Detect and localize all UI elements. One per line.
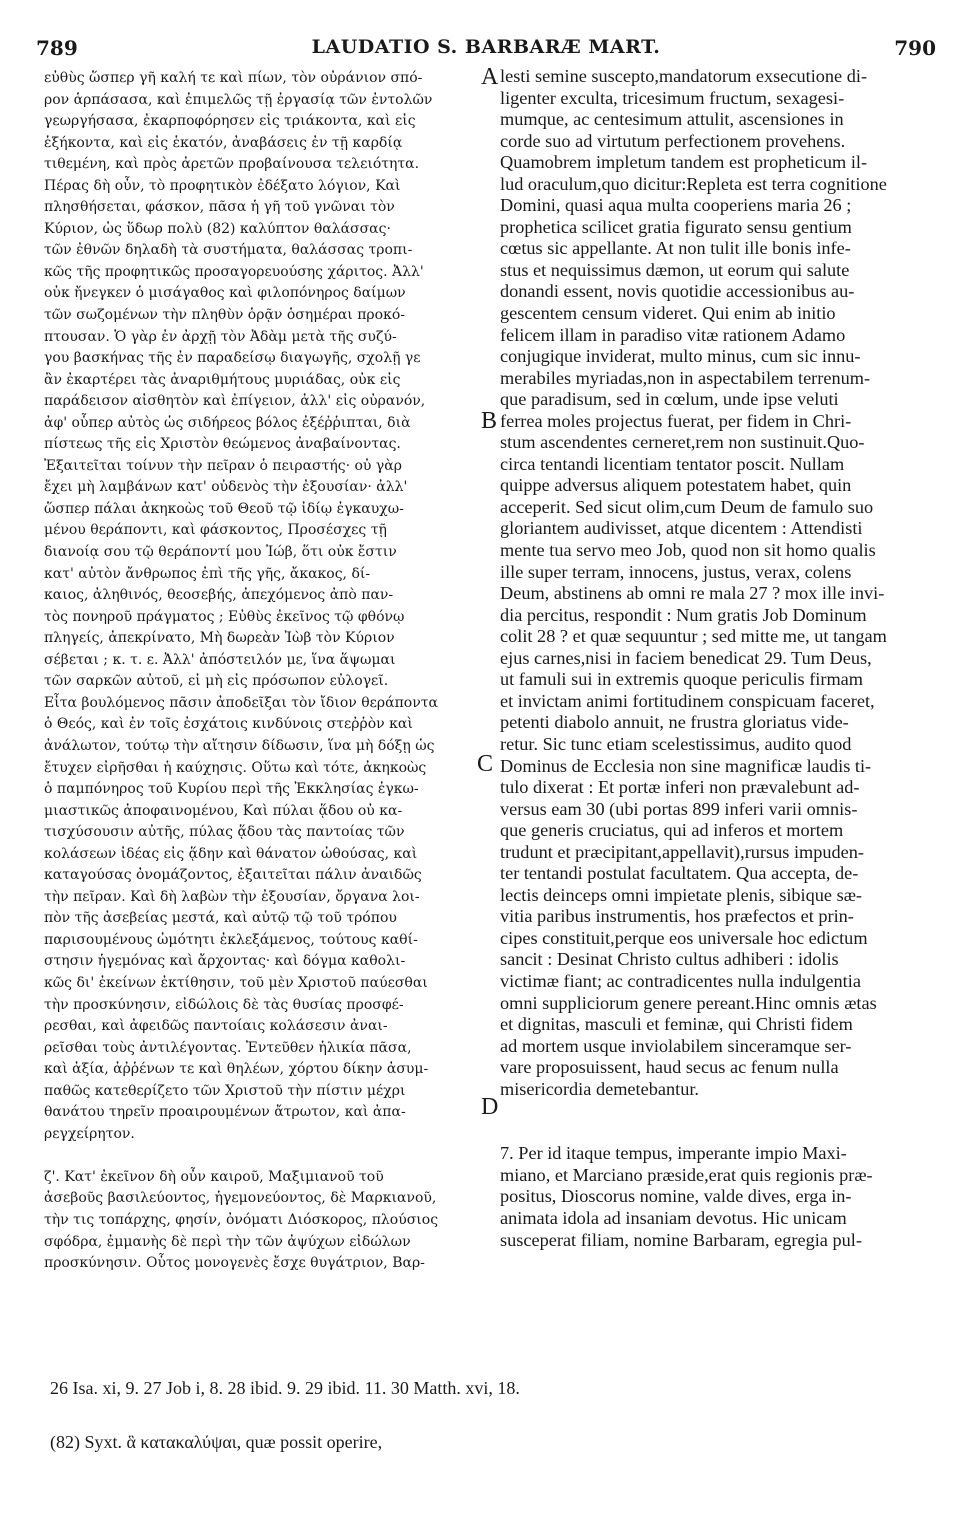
greek-text-line: κολάσεων ἰδέας εἰς ᾅδην καὶ θάνατον ὠθούσας, καὶ xyxy=(44,845,418,862)
latin-text-line: mente tua servo meo Job, quod non sit homo qualis xyxy=(500,540,876,561)
latin-text-line: sancit : Desinat Christo cultus adhiberi : idolis xyxy=(500,949,839,970)
latin-text-line: retur. Sic tunc etiam scelestissimus, audito quod xyxy=(500,733,852,754)
greek-text-line: στησιν ἡγεμόνας καὶ ἄρχοντας· καὶ δόγμα καθολι- xyxy=(44,953,406,970)
latin-text-line: vitia paribus instrumentis, hos præfectos et prin- xyxy=(500,906,854,927)
greek-text-line: τὴν πεῖραν. Καὶ δὴ λαβὼν τὴν ἐξουσίαν, ὄργανα λοι- xyxy=(44,888,420,905)
greek-text-line: πίστεως τῆς εἰς Χριστὸν θεώμενος ἀναβαίνοντας. xyxy=(44,436,401,453)
latin-text-line: que paradisum, sed in cœlum, unde ipse veluti xyxy=(500,389,839,410)
latin-text-line: lesti semine suscepto,mandatorum exsecutione di- xyxy=(500,66,868,86)
latin-text-line: Quamobrem impletum tandem est propheticum il- xyxy=(500,152,868,173)
greek-text-line: τῶν ἐθνῶν δηλαδὴ τὰ συστήματα, θαλάσσας τροπι- xyxy=(44,242,413,259)
latin-text-line: ad mortem usque inviolabilem sinceramque ser- xyxy=(500,1035,852,1056)
page-number-right: 790 xyxy=(894,36,936,60)
greek-text-line: καὶ ἀξία, ἀῤῥένων τε καὶ θηλέων, χόρτου δίκην ἀσυμ- xyxy=(44,1061,429,1078)
latin-text-line: ligenter exculta, tricesimum fructum, sexagesi- xyxy=(500,87,845,108)
latin-text-line: dia percitus, respondit : Num gratis Job Dominum xyxy=(500,604,867,625)
greek-text-line: τὸς πονηροῦ πράγματος ; Εὐθὺς ἐκεῖνος τῷ φθόνῳ xyxy=(44,608,405,625)
running-title: LAUDATIO S. BARBARÆ MART. xyxy=(311,36,661,58)
greek-text-line: θανάτου τηρεῖν προαιρουμένων ἄτρωτον, καὶ ἀπα- xyxy=(44,1104,406,1121)
greek-text-line: σέβεται ; κ. τ. ε. Ἀλλ' ἀπόστειλόν με, ἵνα ἅψωμαι xyxy=(44,651,396,668)
greek-text-line: Πέρας δὴ οὖν, τὸ προφητικὸν ἐδέξατο λόγιον, Καὶ xyxy=(44,177,401,194)
greek-text-line: τῶν σαρκῶν αὐτοῦ, εἰ μὴ εἰς πρόσωπον εὐλογεῖ. xyxy=(44,673,389,690)
latin-text-line: lud oraculum,quo dicitur:Repleta est terra cognitione xyxy=(500,173,887,194)
latin-text-line: stus et nequissimus dæmon, ut eorum qui salute xyxy=(500,259,850,280)
margin-letter-c: C xyxy=(477,751,494,777)
greek-text-line: τισχύσουσιν αὐτῆς, πύλας ᾅδου τὰς παντοίας τῶν xyxy=(44,824,405,841)
greek-text-line: εὐθὺς ὥσπερ γῆ καλή τε καὶ πίων, τὸν οὐράνιον σπό- xyxy=(44,70,423,86)
greek-text-line: παράδεισον αἰσθητὸν καὶ ἐπίγειον, ἀλλ' εἰς οὐρανόν, xyxy=(44,393,426,410)
greek-text-line: μιαστικῶς ἀποφαινομένου, Καὶ πύλαι ᾅδου οὐ κα- xyxy=(44,802,403,819)
greek-text-line: ρεσθαι, καὶ ἀφειδῶς παντοίαις κολάσεσιν ἀναι- xyxy=(44,1018,388,1035)
latin-text-line: donandi essent, novis quotidie accessionibus au- xyxy=(500,281,855,302)
latin-text-line: gescentem censum videret. Qui enim ab initio xyxy=(500,303,836,324)
latin-text-line: versus eam 30 (ubi portas 899 inferi varii omnis- xyxy=(500,798,858,819)
greek-text-line: παρισουμένους ὠμότητι ἐκλεξάμενος, τούτους καθί- xyxy=(44,931,418,948)
latin-text-line: tulo dixerat : Et portæ inferi non prævalebunt ad- xyxy=(500,777,860,798)
latin-text-line: acceperit. Sed sicut olim,cum Deum de famulo suo xyxy=(500,496,874,517)
latin-text-line: que generis cruciatus, qui ad inferos et mortem xyxy=(500,820,844,841)
greek-text-line: γου βασκήνας τῆς ἐν παραδείσῳ διαγωγῆς, σχολῇ γε xyxy=(44,350,421,367)
greek-text-line: καταγούσας ὀνομάζοντος, ἐξαιτεῖται πάλιν ἀναιδῶς xyxy=(44,867,422,884)
greek-text-line: τῶν σωζομένων τὴν πληθὺν ὁρᾷν ὁσημέραι προκό- xyxy=(44,307,405,324)
greek-text-line: πλησθήσεται, φάσκον, πᾶσα ἡ γῆ τοῦ γνῶναι τὸν xyxy=(44,199,395,216)
greek-text-line: ὁ Θεός, καὶ ἐν τοῖς ἐσχάτοις κινδύνοις στεῤῥὸν καὶ xyxy=(44,716,413,733)
greek-text-line: ὥσπερ πάλαι ἀκηκοὼς τοῦ Θεοῦ τῷ ἰδίῳ ἐγκαυχω- xyxy=(44,500,404,517)
latin-text-line: animata idola ad insaniam devotus. Hic unicam xyxy=(500,1207,847,1228)
greek-text-line: ὁ παμπόνηρος τοῦ Κυρίου περὶ τῆς Ἐκκλησίας ἐγκω- xyxy=(44,781,419,798)
greek-text-line: γεωργήσασα, ἐκαρποφόρησεν εἰς τριάκοντα, καὶ εἰς xyxy=(44,113,416,130)
latin-text-line: ferrea moles projectus fuerat, per fidem in Chri- xyxy=(500,410,852,431)
latin-text-line: ut famuli sui in extremis quoque periculis firmam xyxy=(500,669,864,690)
margin-letter-a: A xyxy=(481,64,499,90)
latin-text-line: lectis deinceps omni impietate plenis, sibique sæ- xyxy=(500,884,863,905)
latin-text-line: Dominus de Ecclesia non sine magnificæ laudis ti- xyxy=(500,755,872,776)
latin-text-line: et invictam animi fortitudinem conspicuam faceret, xyxy=(500,690,875,711)
greek-text-line: τὴν τις τοπάρχης, φησίν, ὀνόματι Διόσκορος, πλούσιος xyxy=(44,1211,439,1228)
latin-text-line: Domini, quasi aqua multa cooperiens maria 26 ; xyxy=(500,195,852,216)
latin-text-line: positus, Dioscorus nomine, valde dives, erga in- xyxy=(500,1186,852,1207)
latin-text-line: prophetica scilicet gratia figurato sensu gentium xyxy=(500,216,852,237)
greek-text-line: ρεῖσθαι τοὺς ἀντιλέγοντας. Ἐντεῦθεν ἡλικία πᾶσα, xyxy=(44,1039,412,1056)
latin-text-line: ille super terram, innocens, justus, verax, colens xyxy=(500,561,852,582)
latin-text-line: ejus carnes,nisi in faciem benedicat 29. Tum Deus, xyxy=(500,647,872,668)
greek-text-line: διανοίᾳ σου τῷ θεράποντί μου Ἰώβ, ὅτι οὐκ ἔστιν xyxy=(44,544,397,561)
greek-text-line: ἀσεβοῦς βασιλεύοντος, ἡγεμονεύοντος, δὲ Μαρκιανοῦ, xyxy=(44,1190,437,1207)
latin-text-line: ter tentandi postulat facultatem. Qua accepta, de- xyxy=(500,863,859,884)
greek-text-line: τὴν προσκύνησιν, εἰδώλοις δὲ τὰς θυσίας προσφέ- xyxy=(44,996,404,1013)
latin-text-line: conjugique inviderat, multo minus, cum sic innu- xyxy=(500,346,861,367)
latin-text-line: vare proposuissent, haud secus ac fenum nulla xyxy=(500,1057,839,1078)
latin-text-line: cœtus sic appellante. At non tulit ille bonis infe- xyxy=(500,238,851,259)
latin-text-line: 7. Per id itaque tempus, imperante impio Maxi- xyxy=(500,1143,847,1164)
greek-text-line: πτουσαν. Ὁ γὰρ ἐν ἀρχῇ τὸν Ἀδὰμ μετὰ τῆς συζύ- xyxy=(44,328,397,345)
greek-text-line: καιος, ἀληθινός, θεοσεβής, ἀπεχόμενος ἀπὸ παν- xyxy=(44,587,394,604)
greek-text-line: οὐκ ἤνεγκεν ὁ μισάγαθος καὶ φιλοπόνηρος δαίμων xyxy=(44,285,406,302)
greek-text-line: πὸν τῆς ἀσεβείας μεστά, καὶ αὐτῷ τῷ τοῦ τρόπου xyxy=(44,910,397,927)
latin-text-line: Deum, abstinens ab omni re mala 27 ? mox ille invi- xyxy=(500,583,885,604)
latin-text-line: colit 28 ? et quæ sequuntur ; sed mitte me, ut tangam xyxy=(500,626,887,647)
greek-text-line: κῶς τῆς προφητικῶς προσαγορευούσης χάριτος. Ἀλλ' xyxy=(44,263,424,280)
latin-text-column xyxy=(500,66,936,1251)
latin-text-line: stum ascendentes cerneret,rem non sustinuit.Quo- xyxy=(500,432,865,453)
greek-text-line: ρον ἁρπάσασα, καὶ ἐπιμελῶς τῇ ἐργασίᾳ τῶν ἐντολῶν xyxy=(44,91,433,108)
paragraph-gap xyxy=(44,1145,484,1167)
greek-text-line: ἀνάλωτον, τούτῳ τὴν αἴτησιν δίδωσιν, ἵνα μὴ δόξῃ ὡς xyxy=(44,737,435,754)
latin-text-line: quippe adversus aliquem potestatem habet, quin xyxy=(500,475,852,496)
latin-text-line: corde suo ad virtutum perfectionem provehens. xyxy=(500,130,846,151)
greek-text-line: ἔχει μὴ λαμβάνων κατ' οὐδενὸς τὴν ἐξουσίαν· ἀλλ' xyxy=(44,479,408,496)
greek-text-column xyxy=(44,68,484,1275)
latin-text-line: et dignitas, masculi et feminæ, qui Christi fidem xyxy=(500,1014,853,1035)
latin-text-line: miano, et Marciano præside,erat quis regionis præ- xyxy=(500,1164,873,1185)
greek-text-line: ρεγχείρητον. xyxy=(44,1125,135,1142)
latin-text-line: omni suppliciorum genere pereant.Hinc omnis ætas xyxy=(500,992,877,1013)
latin-text-line: gloriantem audivisset, atque dicentem : Attendisti xyxy=(500,518,863,539)
latin-text-line: circa tentandi licentiam tentator poscit. Nullam xyxy=(500,453,845,474)
greek-text-line: Εἶτα βουλόμενος πᾶσιν ἀποδεῖξαι τὸν ἴδιον θεράποντα xyxy=(44,694,438,711)
latin-text-line: victimæ fiant; ac contradicentes nulla indulgentia xyxy=(500,970,861,991)
greek-text-line: ἂν ἐκαρτέρει τὰς ἀναριθμήτους μυριάδας, οὐκ εἰς xyxy=(44,371,401,388)
latin-text-line: petenti diabolo annuit, ne frustra gloriatus vide- xyxy=(500,712,849,733)
greek-text-line: προσκύνησιν. Οὗτος μονογενὲς ἔσχε θυγάτριον, Βαρ- xyxy=(44,1255,425,1272)
latin-text-line: cipes constituit,perque eos universale hoc edictum xyxy=(500,927,868,948)
latin-text-line: misericordia demetebantur. xyxy=(500,1078,699,1099)
footnote-references: 26 Isa. xi, 9. 27 Job i, 8. 28 ibid. 9. 29 ibid. 11. 30 Matth. xvi, 18. xyxy=(50,1378,520,1398)
latin-text-line: mumque, ac centesimum attulit, ascensiones in xyxy=(500,109,844,130)
greek-text-line: ἔτυχεν εἰρῆσθαι ἡ καύχησις. Οὕτω καὶ τότε, ἀκηκοὼς xyxy=(44,759,427,776)
greek-text-line: πληγείς, ἀπεκρίνατο, Μὴ δωρεὰν Ἰὼβ τὸν Κύριον xyxy=(44,630,395,647)
page-number-left: 789 xyxy=(36,36,78,60)
margin-letter-b: B xyxy=(481,408,498,434)
paragraph-gap xyxy=(500,1122,936,1144)
greek-text-line: Κύριον, ὡς ὕδωρ πολὺ (82) καλύπτον θαλάσσας· xyxy=(44,220,391,237)
margin-letter-d: D xyxy=(481,1094,499,1120)
latin-text-line: felicem illam in paradiso vitæ rationem Adamo xyxy=(500,324,846,345)
greek-text-line: μένου θεράποντι, καὶ φάσκοντος, Προσέσχες τῇ xyxy=(44,522,387,539)
greek-text-line: ἀφ' οὗπερ αὐτὸς ὡς σιδήρεος βόλος ἐξέῤῥιπται, διὰ xyxy=(44,414,411,431)
paragraph-gap xyxy=(500,1100,936,1122)
footnote-variant: (82) Syxt. ἃ κατακαλύψαι, quæ possit operire, xyxy=(50,1432,383,1452)
greek-text-line: παθῶς κατεθερίζετο τῶν Χριστοῦ τὴν πίστιν μέχρι xyxy=(44,1082,406,1099)
greek-text-line: κατ' αὐτὸν ἄνθρωπος ἐπὶ τῆς γῆς, ἄκακος, δί- xyxy=(44,565,371,582)
greek-text-line: τιθεμένη, καὶ πρὸς ἀρετῶν προβαίνουσα τελειότητα. xyxy=(44,156,420,173)
latin-text-line: susceperat filiam, nomine Barbaram, egregia pul- xyxy=(500,1229,862,1250)
greek-text-line: ζ'. Κατ' ἐκεῖνον δὴ οὖν καιροῦ, Μαξιμιανοῦ τοῦ xyxy=(44,1168,384,1185)
latin-text-line: merabiles myriadas,non in aspectabilem terrenum- xyxy=(500,367,871,388)
greek-text-line: σφόδρα, ἐμμανὴς δὲ περὶ τὴν τῶν ἀψύχων εἰδώλων xyxy=(44,1233,411,1250)
greek-text-line: Ἐξαιτεῖται τοίνυν τὴν πεῖραν ὁ πειραστής· οὐ γὰρ xyxy=(44,457,402,474)
greek-text-line: κῶς δι' ἐκείνων ἐκτίθησιν, τοῦ μὲν Χριστοῦ παύεσθαι xyxy=(44,974,428,991)
greek-text-line: ἑξήκοντα, καὶ εἰς ἑκατόν, ἀναβάσεις ἐν τῇ καρδίᾳ xyxy=(44,134,403,151)
latin-text-line: trudunt et præcipitant,appellavit),rursus impuden- xyxy=(500,841,865,862)
